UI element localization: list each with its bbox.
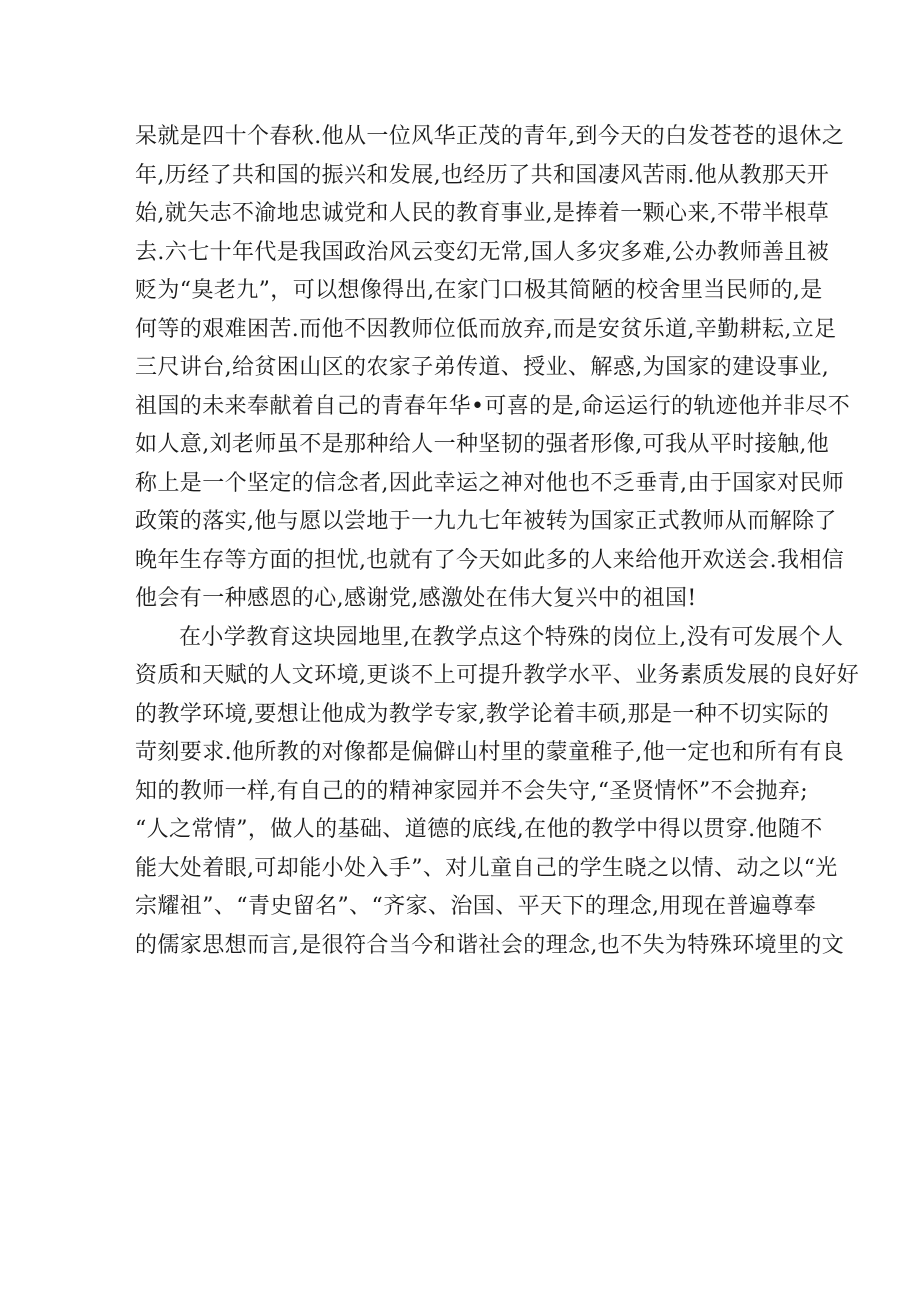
body-text xyxy=(135,118,860,965)
text-line: 贬为“臭老九”，可以想像得出,在家门口极其简陋的校舍里当民师的,是 xyxy=(135,278,823,303)
text-line: 他会有一种感恩的心,感谢党,感激处在伟大复兴中的祖国! xyxy=(135,586,697,611)
text-line: 去.六七十年代是我国政治风云变幻无常,国人多灾多难,公办教师善且被 xyxy=(135,239,830,265)
text-line: 何等的艰难困苦.而他不因教师位低而放弃,而是安贫乐道,辛勤耕耘,立足 xyxy=(135,316,837,342)
text-line: 呆就是四十个春秋.他从一位风华正茂的青年,到今天的白发苍苍的退休之 xyxy=(135,124,845,149)
text-line: 称上是一个坚定的信念者,因此幸运之神对他也不乏垂青,由于国家对民师 xyxy=(135,470,845,496)
text-line: 资质和天赋的人文环境,更谈不上可提升教学水平、业务素质发展的良好好 xyxy=(135,663,860,688)
text-line: 三尺讲台,给贫困山区的农家子弟传道、授业、解惑,为国家的建设事业, xyxy=(135,355,830,380)
text-line: 知的教师一样,有自己的的精神家园并不会失守,“圣贤情怀”不会抛弃; xyxy=(135,778,809,804)
text-line: 如人意,刘老师虽不是那种给人一种坚韧的强者形像,可我从平时接触,他 xyxy=(135,432,830,457)
text-line: 苛刻要求.他所教的对像都是偏僻山村里的蒙童稚子,他一定也和所有有良 xyxy=(135,740,845,765)
text-line: 的儒家思想而言,是很符合当今和谐社会的理念,也不失为特殊环境里的文 xyxy=(135,932,845,958)
text-line: 始,就矢志不渝地忠诚党和人民的教育事业,是捧着一颗心来,不带半根草 xyxy=(135,201,830,226)
text-line: 能大处着眼,可却能小处入手”、对儿童自己的学生晓之以情、动之以“光 xyxy=(135,855,838,881)
text-line: “人之常情”，做人的基础、道德的底线,在他的教学中得以贯穿.他随不 xyxy=(135,817,823,842)
text-line: 的教学环境,要想让他成为教学专家,教学论着丰硕,那是一种不切实际的 xyxy=(135,701,830,727)
text-line: 祖国的未来奉献着自己的青春年华•可喜的是,命运运行的轨迹他并非尽不 xyxy=(135,393,851,419)
text-line: 年,历经了共和国的振兴和发展,也经历了共和国凄风苦雨.他从教那天开 xyxy=(135,162,830,188)
paragraph-first-line: 在小学教育这块园地里,在教学点这个特殊的岗位上,没有可发展个人 xyxy=(179,624,844,650)
text-line: 晚年生存等方面的担忧,也就有了今天如此多的人来给他开欢送会.我相信 xyxy=(135,547,845,573)
text-line: 宗耀祖”、“青史留名”、“齐家、治国、平天下的理念,用现在普遍尊奉 xyxy=(135,894,817,919)
text-line: 政策的落实,他与愿以尝地于一九九七年被转为国家正式教师从而解除了 xyxy=(135,509,837,534)
